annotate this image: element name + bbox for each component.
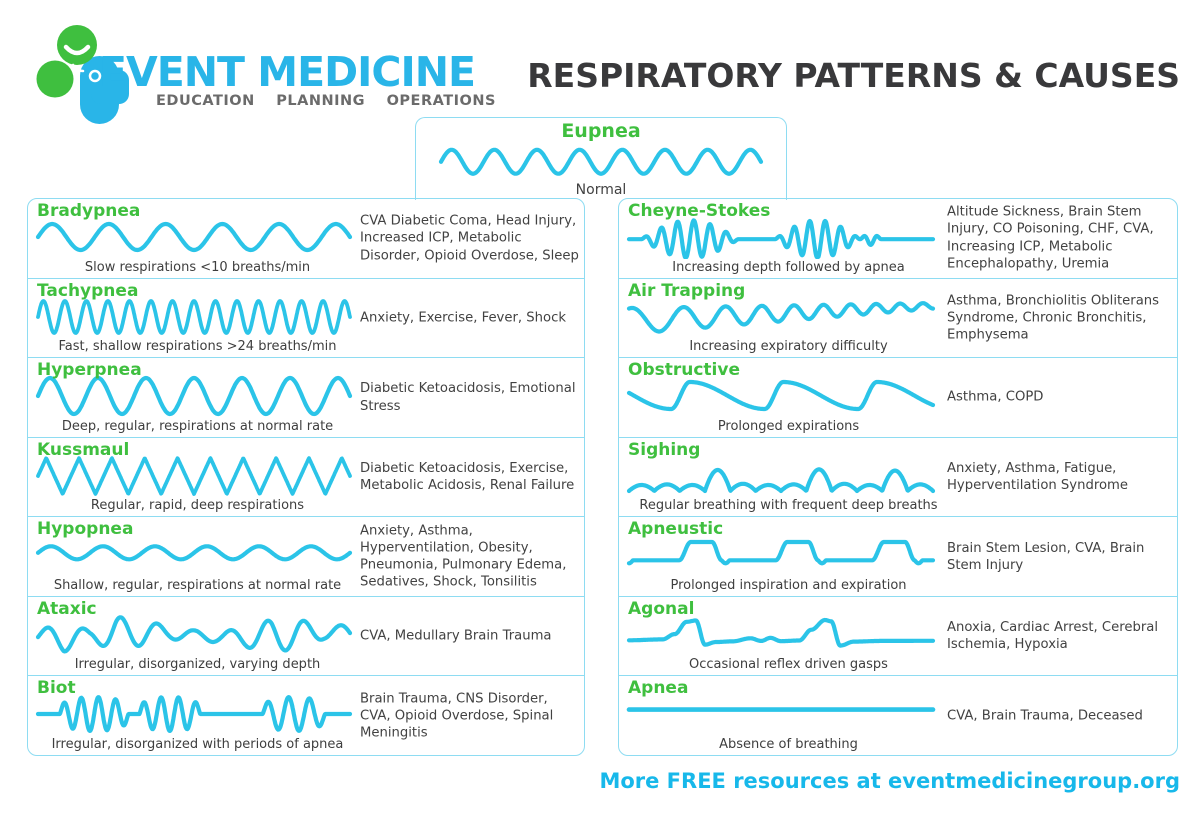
bradypnea-waveform [33,215,355,259]
air-trapping-waveform [624,295,938,339]
pattern-description: Slow respirations <10 breaths/min [84,259,311,275]
pattern-name: Apnea [628,678,689,699]
pattern-name: Bradypnea [37,201,141,221]
kussmaul-waveform [33,454,355,498]
pattern-row-kussmaul [28,437,584,517]
pattern-causes: Asthma, COPD [947,389,1044,405]
pattern-row-hypopnea [28,516,584,596]
pattern-name: Agonal [628,598,695,619]
pattern-row-hyperpnea [28,357,584,437]
right-pattern-column [618,198,1178,756]
agonal-waveform [624,613,938,657]
pattern-description: Regular, rapid, deep respirations [90,498,305,514]
pattern-description: Occasional reflex driven gasps [689,657,888,673]
footer-resources-text: More FREE resources at eventmedicinegroup.org [599,769,1180,793]
pattern-description: Regular breathing with frequent deep breaths [639,498,938,514]
pattern-causes: CVA, Brain Trauma, Deceased [947,708,1143,724]
pattern-name: Cheyne-Stokes [628,201,771,221]
pattern-description: Deep, regular, respirations at normal rate [61,418,334,434]
pattern-causes: Diabetic Ketoacidosis, Emotional Stress [360,381,576,414]
pattern-causes: Brain Stem Lesion, CVA, Brain Stem Injury [947,540,1145,573]
pattern-causes: Asthma, Bronchiolitis Obliterans Syndrome, Chronic Bronchitis, Emphysema [947,293,1159,343]
pattern-row-apnea [619,675,1177,755]
pattern-row-bradypnea [28,199,584,278]
pattern-causes: Diabetic Ketoacidosis, Exercise, Metabolic Acidosis, Renal Failure [360,460,575,494]
pattern-row-biot [28,675,584,755]
pattern-row-obstructive [619,357,1177,437]
pattern-description: Increasing depth followed by apnea [672,259,905,275]
apnea-waveform [624,692,938,736]
pattern-name: Kussmaul [37,439,130,460]
hyperpnea-waveform [33,374,355,418]
pattern-causes: Altitude Sickness, Brain Stem Injury, CO Poisoning, CHF, CVA, Increasing ICP, Metabolic Encephalopathy, Uremia [947,204,1154,272]
ataxic-waveform [33,613,355,657]
pattern-row-sighing [619,437,1177,517]
left-pattern-column [27,198,585,756]
pattern-name: Sighing [628,439,701,460]
pattern-name: Tachypnea [37,280,139,301]
pattern-causes: Anxiety, Asthma, Hyperventilation, Obesity, Pneumonia, Pulmonary Edema, Sedatives, Shock, Tonsilitis [360,523,567,590]
brand-name: EVENT MEDICINE [99,48,476,96]
pattern-name: Air Trapping [628,280,746,301]
obstructive-waveform [624,374,938,418]
pattern-row-apneustic [619,516,1177,596]
pattern-name: Hypopnea [37,519,134,540]
pattern-causes: Brain Trauma, CNS Disorder, CVA, Opioid Overdose, Spinal Meningitis [360,691,554,741]
tachypnea-waveform [33,295,355,339]
pattern-causes: Anoxia, Cardiac Arrest, Cerebral Ischemia, Hypoxia [947,620,1158,653]
page-title: RESPIRATORY PATTERNS & CAUSES [527,56,1180,95]
cheyne-stokes-waveform [624,215,938,259]
pattern-name: Eupnea [561,120,641,142]
pattern-name: Biot [37,678,76,699]
pattern-name: Hyperpnea [37,360,142,381]
pattern-description: Prolonged inspiration and expiration [670,577,907,593]
pattern-row-ataxic [28,596,584,676]
pattern-causes: CVA Diabetic Coma, Head Injury, Increased ICP, Metabolic Disorder, Opioid Overdose, Sleep [360,213,579,263]
pattern-row-agonal [619,596,1177,676]
sighing-waveform [624,454,938,498]
eupnea-waveform [436,142,766,180]
pattern-description: Fast, shallow respirations >24 breaths/min [58,339,337,355]
pattern-description: Increasing expiratory difficulty [689,339,888,355]
pattern-row-air-trapping [619,278,1177,358]
pattern-name: Apneustic [628,519,724,540]
pattern-row-cheyne-stokes [619,199,1177,278]
pattern-name: Ataxic [37,598,97,619]
pattern-description: Absence of breathing [719,737,858,753]
pattern-description: Prolonged expirations [717,418,860,434]
brand-tagline: EDUCATION PLANNING OPERATIONS [156,93,496,109]
pattern-row-tachypnea [28,278,584,358]
pattern-causes: Anxiety, Exercise, Fever, Shock [360,310,566,326]
pattern-description: Shallow, regular, respirations at normal rate [53,577,342,593]
pattern-description: Normal [575,182,627,198]
pattern-causes: Anxiety, Asthma, Fatigue, Hyperventilation Syndrome [947,460,1128,494]
biot-waveform [33,692,355,736]
apneustic-waveform [624,533,938,577]
pattern-causes: CVA, Medullary Brain Trauma [360,628,552,644]
pattern-description: Irregular, disorganized, varying depth [74,657,321,673]
pattern-name: Obstructive [628,360,740,381]
pattern-description: Irregular, disorganized with periods of apnea [51,737,344,753]
hypopnea-waveform [33,533,355,577]
eupnea-box [415,117,787,200]
